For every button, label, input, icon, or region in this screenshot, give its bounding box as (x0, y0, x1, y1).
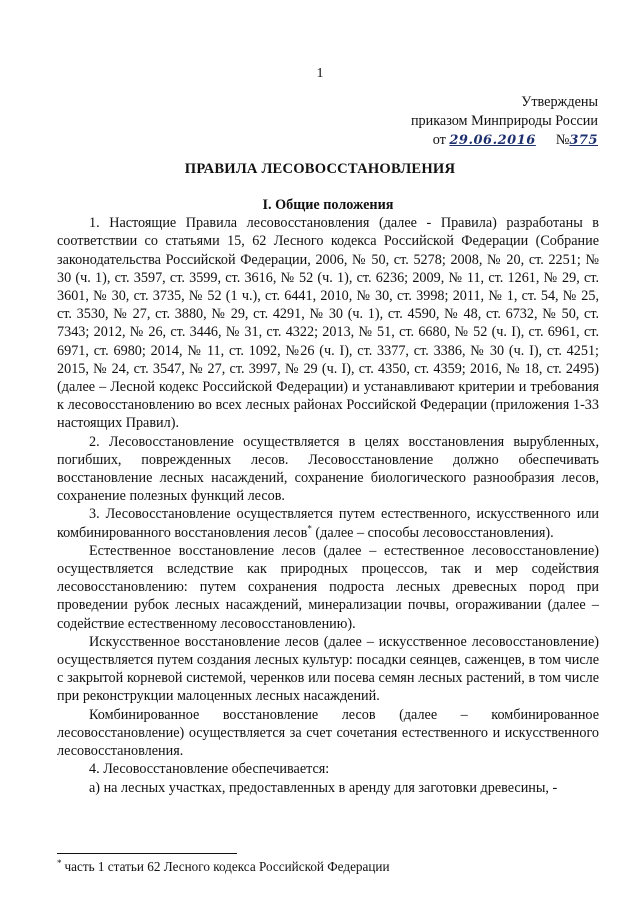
footnote (57, 859, 390, 875)
paragraph (57, 505, 599, 541)
approval-from-label: от (432, 132, 446, 148)
document-body (57, 196, 599, 797)
document-title: ПРАВИЛА ЛЕСОВОССТАНОВЛЕНИЯ (184, 161, 456, 177)
approval-number-label: № (555, 132, 570, 148)
paragraph: Комбинированное восстановление лесов (далее – комбинированное лесовосстановление) осуществляется за счет сочетания естественного и искусственного лесовосстановления. (57, 706, 599, 760)
approval-line-2: приказом Минприроды России (410, 113, 598, 129)
footnote-divider (57, 853, 237, 854)
paragraph: 2. Лесовосстановление осуществляется в целях восстановления вырубленных, погибших, поврежденных лесов. Лесовосстановление должно обеспечивать восстановление лесных насаждений, сохранение биологического разнообразия лесов, сохранение полезных функций лесов. (57, 433, 599, 505)
approval-date: 29.06.2016 (449, 133, 536, 148)
page-number: 1 (316, 66, 324, 81)
paragraph: 4. Лесовосстановление обеспечивается: (89, 761, 330, 778)
paragraph: Естественное восстановление лесов (далее – естественное лесовосстановление) осуществляется вследствие как природных процессов, так и мер содействия лесовосстановлению: путем сохранения подроста лесных древесных пород при проведении рубок лесных насаждений, минерализации почвы, огораживании (далее – содействие естественному лесовосстановлению). (57, 542, 599, 632)
paragraph: а) на лесных участках, предоставленных в аренду для заготовки древесины, - (89, 779, 558, 796)
paragraph-3-text: 3. Лесовосстановление осуществляется путем естественного, искусственного или комбинированного восстановления лесов (57, 506, 599, 541)
approval-number: 375 (569, 133, 598, 148)
approval-date-line (411, 131, 598, 150)
section-heading: I. Общие положения (262, 197, 394, 213)
footnote-text: часть 1 статьи 62 Лесного кодекса Российской Федерации (64, 859, 390, 874)
footnote-reference: * (307, 522, 312, 533)
paragraph: Искусственное восстановление лесов (далее – искусственное лесовосстановление) осуществляется путем создания лесных культур: посадки сеянцев, саженцев, в том числе с закрытой корневой системой, черенков или посева семян лесных растений, в том числе при реконструкции малоценных лесных насаждений. (57, 633, 599, 705)
paragraph-3-tail: (далее – способы лесовосстановления). (311, 524, 554, 541)
paragraph: 1. Настоящие Правила лесовосстановления (далее - Правила) разработаны в соответствии со статьями 15, 62 Лесного кодекса Российской Федерации (Собрание законодательства Российской Федерации, 2006, № 50, ст. 5278; 2008, № 20, ст. 2251; № 30 (ч. 1), ст. 3597, ст. 3599, ст. 3616, № 52 (ч. 1), ст. 6236; 2009, № 11, ст. 1261, № 29, ст. 3601, № 30, ст. 3735, № 52 (1 ч.), ст. 6441, 2010, № 30, ст. 3998; 2011, № 1, ст. 54, № 25, ст. 3530, № 27, ст. 3880, № 29, ст. 4291, № 30 (ч. 1), ст. 4590, № 48, ст. 6732, № 50, ст. 7343; 2012, № 26, ст. 3446, № 31, ст. 4322; 2013, № 51, ст. 6680, № 52 (ч. I), ст. 6961, ст. 6971, ст. 6980; 2014, № 11, ст. 1092, №26 (ч. I), ст. 3377, ст. 3386, № 30 (ч. I), ст. 4251; 2015, № 24, ст. 3547, № 27, ст. 3997, № 29 (ч. I), ст. 4350, ст. 4359; 2016, № 18, ст. 2495) (далее – Лесной кодекс Российской Федерации) и устанавливают критерии и требования к лесовосстановлению во всех лесных районах Российской Федерации (приложения 1-33 настоящих Правил). (57, 215, 599, 432)
approval-line-1: Утверждены (521, 94, 598, 110)
approval-block (411, 93, 598, 150)
footnote-mark: * (57, 857, 62, 868)
